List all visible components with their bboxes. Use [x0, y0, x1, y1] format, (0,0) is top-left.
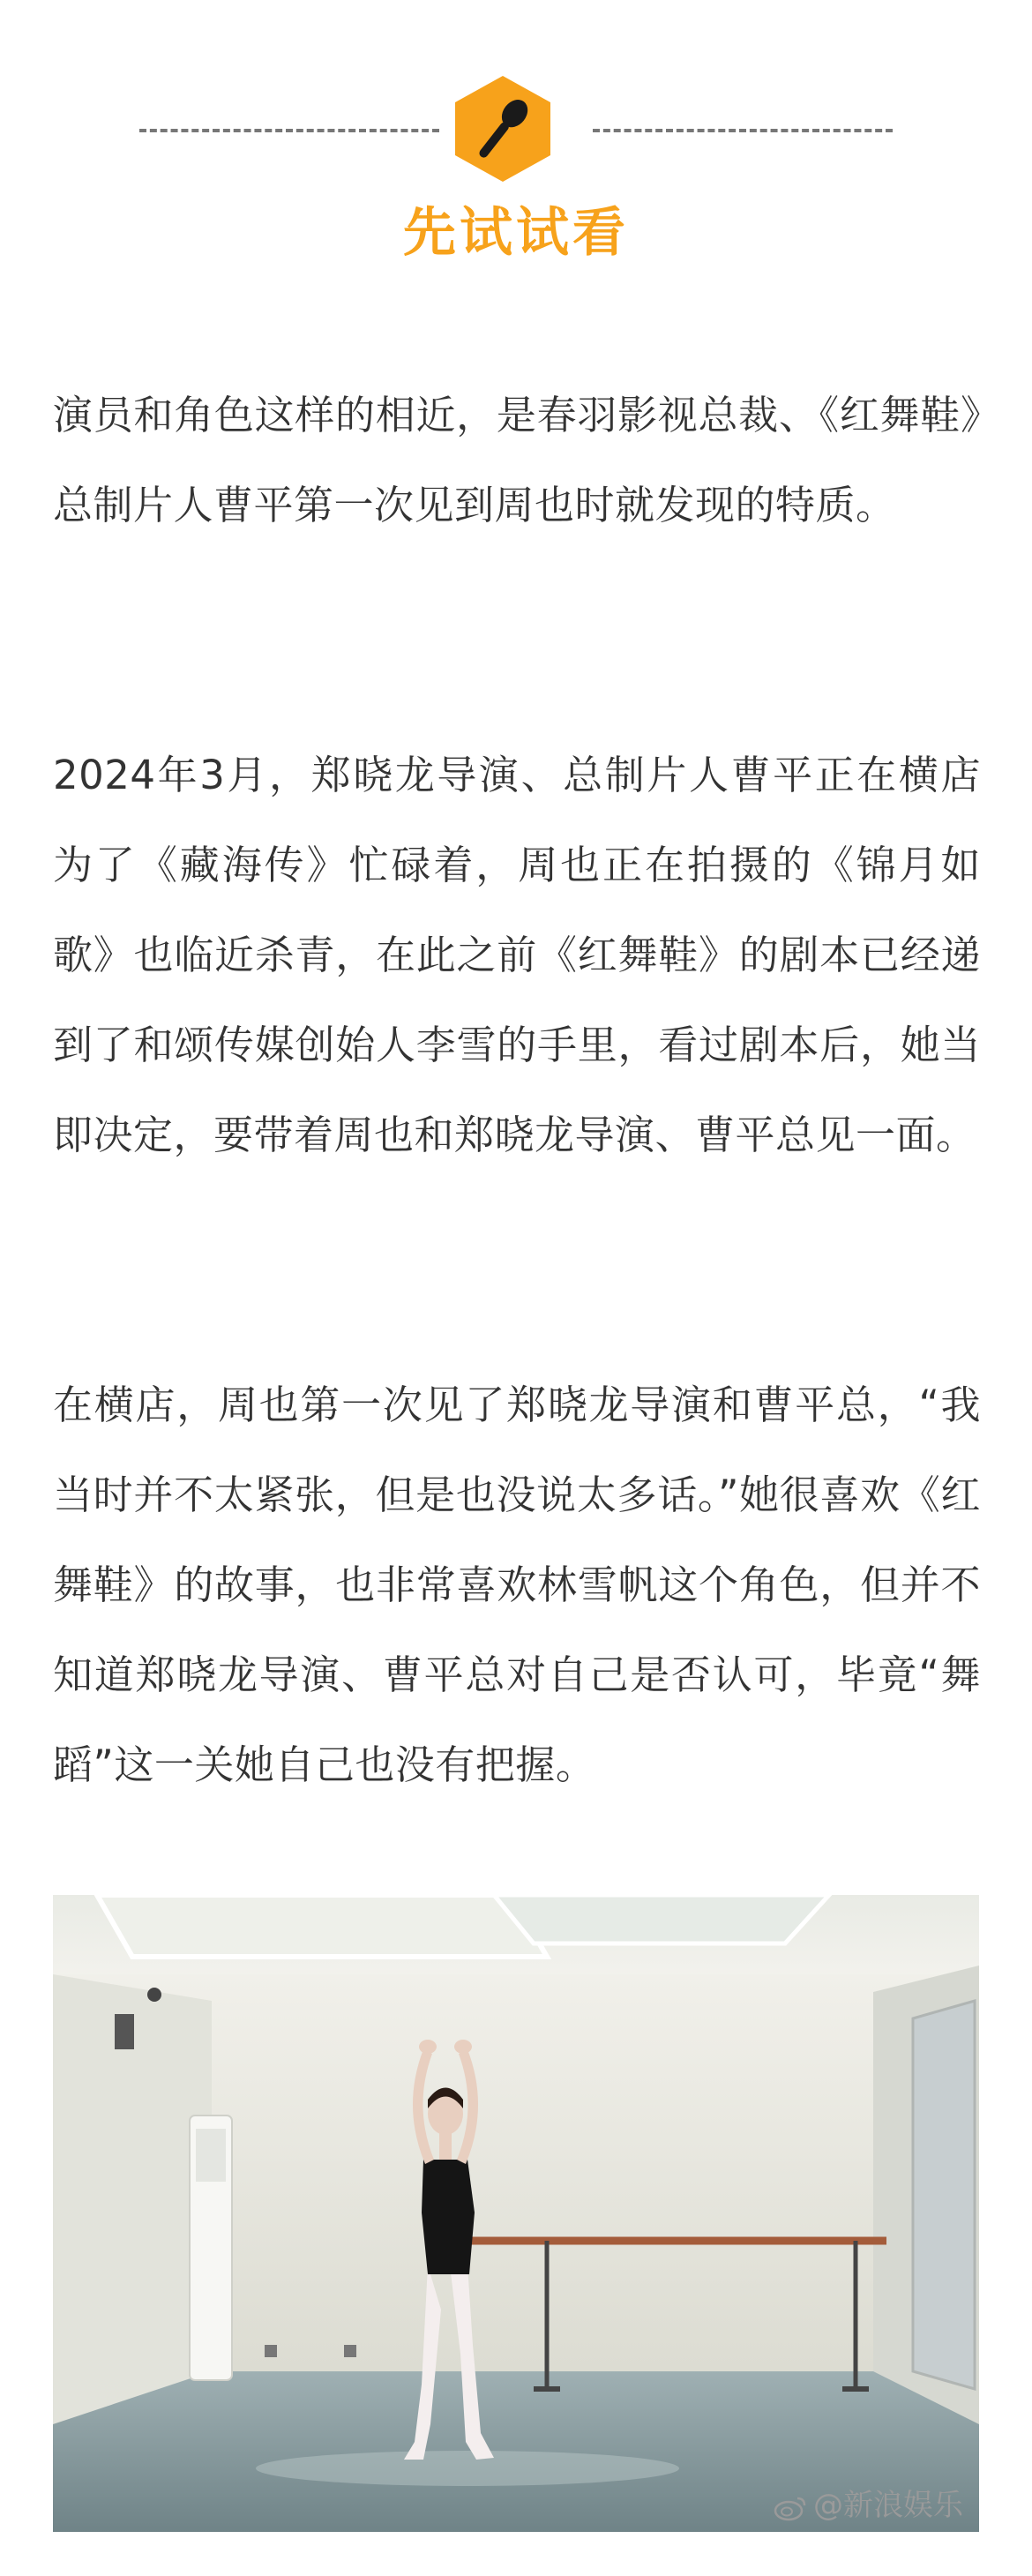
divider-right [593, 129, 893, 132]
divider-left [139, 129, 439, 132]
dance-studio-photo [53, 1895, 979, 2532]
section-title: 先试试看 [403, 202, 629, 264]
weibo-logo-icon [773, 2493, 808, 2521]
watermark [773, 2486, 963, 2525]
microphone-icon [448, 74, 557, 183]
section-header [0, 74, 1032, 277]
watermark-text: @新浪娱乐 [813, 2488, 963, 2523]
article-paragraph: 2024年3月，郑晓龙导演、总制片人曹平正在横店为了《藏海传》忙碌着，周也正在拍摄的《锦月如歌》也临近杀青，在此之前《红舞鞋》的剧本已经递到了和颂传媒创始人李雪的手里，看过剧本后，她当即决定，要带着周也和郑晓龙导演、曹平总见一面。 [53, 752, 981, 1158]
ballet-dancer-image [53, 1895, 979, 2532]
article-paragraph: 在横店，周也第一次见了郑晓龙导演和曹平总，“我当时并不太紧张，但是也没说太多话。”她很喜欢《红舞鞋》的故事，也非常喜欢林雪帆这个角色，但并不知道郑晓龙导演、曹平总对自己是否认可，毕竟“舞蹈”这一关她自己也没有把握。 [53, 1382, 981, 1788]
article-paragraph: 演员和角色这样的相近，是春羽影视总裁、《红舞鞋》总制片人曹平第一次见到周也时就发现的特质。 [53, 392, 981, 528]
